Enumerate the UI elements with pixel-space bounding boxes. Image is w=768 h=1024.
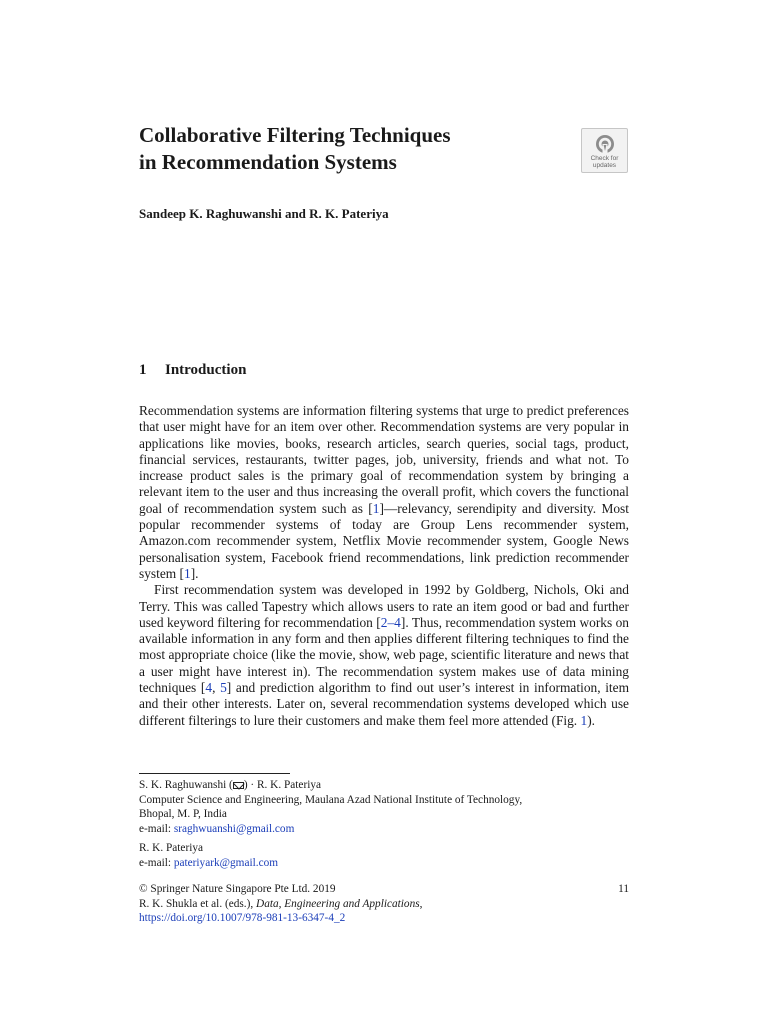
section-heading <box>139 362 246 379</box>
paragraph-1: Recommendation systems are information filtering systems that urge to predict preferences that user might have for an item over other. Recommendation systems are very popular in applications like movies, books, research articles, search queries, social tags, product, financial services, restaurants, twitter pages, job, university, friends and what not. To increase product sales is the primary goal of recommendation system by bringing a relevant item to the user and thus increasing the overall profit, which covers the functional goal of recommendation system such as [1]—relevancy, serendipity and diversity. Most popular recommender systems of today are Group Lens recommender system, Amazon.com recommender system, Netflix Movie recommender system, Google News personalisation system, Facebook friend recommendations, link prediction recommender system [1]. <box>139 403 629 581</box>
citation-link[interactable]: 1 <box>372 500 380 516</box>
paper-title-line-2: in Recommendation Systems <box>139 150 397 174</box>
copyright-line: © Springer Nature Singapore Pte Ltd. 2019 <box>139 883 336 895</box>
footnote-second-author: R. K. Pateriya e-mail: pateriyark@gmail.com <box>139 842 279 869</box>
citation-link[interactable]: 4 <box>394 614 401 630</box>
paper-title-line-1: Collaborative Filtering Techniques <box>139 123 451 147</box>
email-link[interactable]: sraghwuanshi@gmail.com <box>173 822 295 835</box>
page-number: 11 <box>618 883 629 895</box>
footnote-affiliation: S. K. Raghuwanshi ( ) · R. K. Pateriya Computer Science and Engineering, Maulana Azad National Institute of Technology, Bhopal, M. P, India e-mail: sraghwuanshi@gmail.com <box>139 779 523 835</box>
crossmark-icon <box>595 134 615 154</box>
doi-link[interactable]: https://doi.org/10.1007/978-981-13-6347-4_2 <box>139 912 346 924</box>
paragraph-2: First recommendation system was developed in 1992 by Goldberg, Nichols, Oki and Terry. This was called Tapestry which allows users to rate an item good or bad and further used keyword filtering for recommendation [2–4]. Thus, recommendation system works on available information in any form and then applies different filtering techniques to find the most appropriate choice (like the movie, show, web page, scientific literature and news that a user might have interest in). The recommendation system makes use of data mining techniques [4, 5] and prediction algorithm to find out user’s interest in information, item and their other interests. Later on, several recommendation systems developed which use different filterings to lure their customers and make them feel more attended (Fig. 1). <box>139 582 630 728</box>
body-text <box>139 403 629 729</box>
copyright-block <box>139 882 629 926</box>
citation-link[interactable]: 4 <box>205 680 213 696</box>
paper-authors: Sandeep K. Raghuwanshi and R. K. Pateriya <box>139 206 389 221</box>
paper-title <box>139 122 451 176</box>
citation-link[interactable]: 5 <box>220 680 227 696</box>
badge-text: Check for updates <box>590 155 619 169</box>
envelope-icon <box>233 782 244 789</box>
figure-link[interactable]: 1 <box>580 712 588 728</box>
section-title: Introduction <box>165 362 247 378</box>
section-number: 1 <box>139 362 147 378</box>
email-link[interactable]: pateriyark@gmail.com <box>173 856 279 869</box>
check-for-updates-badge[interactable] <box>581 128 628 173</box>
citation-link[interactable]: 1 <box>184 565 191 581</box>
book-citation: R. K. Shukla et al. (eds.), Data, Engineering and Applications, <box>139 897 423 910</box>
citation-link[interactable]: 2 <box>380 614 388 630</box>
footnote-divider <box>139 773 290 774</box>
